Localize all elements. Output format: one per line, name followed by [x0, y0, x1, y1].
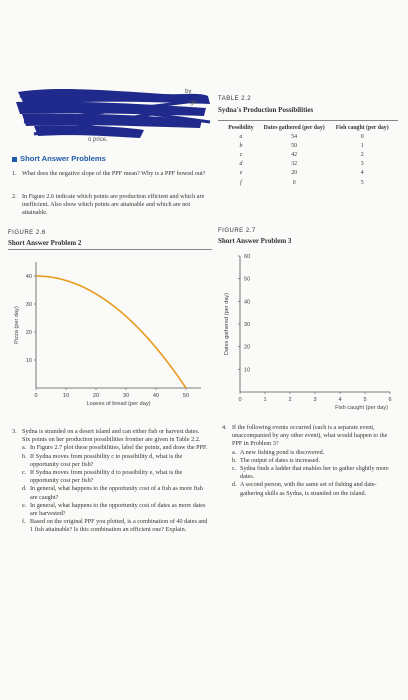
x-tick-label: 20	[92, 393, 100, 399]
heading-square-icon	[12, 157, 17, 162]
part-text: In general, what happens to the opportunity cost of dates as more dates are harvested?	[30, 501, 206, 518]
part-text: Sydna finds a ladder that enables her to gather slightly more dates.	[240, 465, 389, 481]
table-row	[224, 150, 394, 159]
question-2	[12, 193, 210, 218]
production-table	[224, 124, 394, 187]
table-cell: 2	[360, 151, 364, 158]
part-letter: c.	[232, 465, 237, 473]
column-header: Dates gathered (per day)	[263, 125, 325, 131]
question-text: If the following events occurred (each is a separate event, unaccompanied by any other event), what would happen to the PPF in Problem 3?	[232, 424, 388, 448]
y-tick-label: 10	[244, 367, 251, 374]
x-tick-label: 3	[313, 397, 317, 403]
part-letter: a.	[22, 444, 27, 452]
part-letter: a.	[232, 448, 237, 456]
question-text: Sydna is stranded on a desert island and can either fish or harvest dates. Six points on her production possibilities frontier are given in Table 2.2.	[22, 428, 201, 444]
question-part	[232, 481, 398, 497]
table-cell: d	[239, 161, 243, 168]
question-number: 4.	[222, 424, 227, 431]
x-tick-label: 0	[34, 393, 38, 399]
part-text: The output of dates is increased.	[240, 456, 321, 464]
column-header: Fish caught (per day)	[335, 125, 389, 131]
question-part	[22, 502, 208, 518]
table-row	[224, 169, 394, 178]
part-text: A new fishing pond is discovered.	[240, 448, 325, 456]
question-part	[232, 457, 398, 465]
table-cell: 4	[360, 170, 364, 177]
table-cell: 0	[360, 133, 364, 140]
x-tick-label: 40	[152, 393, 160, 399]
part-text: Based on the original PPF you plotted, is a combination of 40 dates and 1 fish attainable? Is this combination an efficient one? Explain.	[30, 518, 208, 534]
table-row	[224, 132, 394, 141]
table-cell: 1	[360, 142, 364, 149]
table-cell: a	[239, 133, 243, 140]
y-tick-label: 10	[25, 358, 32, 364]
y-axis-label: Dates gathered (per day)	[224, 292, 230, 356]
x-tick-label: 4	[338, 397, 342, 403]
part-text: A second person, with the same set of fishing and date-gathering skills as Sydna, is stranded on the island.	[240, 481, 377, 497]
x-tick-label: 30	[122, 393, 130, 399]
column-header: Possibility	[228, 125, 254, 131]
question-text: What does the negative slope of the PPF mean? Why is a PPF bowed out?	[22, 170, 206, 177]
question-part	[232, 449, 398, 457]
table-2-2	[218, 96, 398, 186]
question-part	[22, 453, 208, 469]
figure-title: Short Answer Problem 3	[218, 237, 292, 245]
question-part	[22, 444, 208, 452]
ink-scribble	[14, 82, 212, 146]
y-tick-label: 20	[244, 344, 251, 351]
part-text: In general, what happens to the opportunity cost of a fish as more fish are caught?	[30, 485, 203, 501]
y-tick-label: 40	[244, 299, 251, 306]
ppf-curve	[36, 276, 186, 388]
part-letter: c.	[22, 469, 27, 477]
y-tick-label: 40	[25, 274, 32, 280]
question-part	[22, 469, 208, 485]
snippet-ge: ge.	[190, 100, 199, 106]
table-cell: 32	[291, 161, 298, 168]
figure-2-6	[8, 230, 212, 416]
table-cell: 54	[291, 133, 298, 140]
figure-title: Short Answer Problem 2	[8, 239, 82, 247]
table-label: TABLE 2.2	[218, 96, 252, 102]
part-letter: b.	[232, 456, 237, 464]
table-cell: 3	[360, 161, 364, 168]
question-part	[232, 465, 398, 481]
table-cell: b	[239, 142, 243, 149]
x-tick-label: 50	[182, 393, 190, 399]
snippet-by: by	[185, 89, 192, 95]
table-row	[224, 160, 394, 169]
table-cell: 20	[291, 170, 298, 177]
x-tick-label: 10	[62, 393, 70, 399]
x-tick-label: 1	[263, 397, 267, 403]
table-title: Sydna's Production Possibilities	[218, 106, 314, 114]
question-number: 2.	[12, 193, 17, 200]
table-row	[224, 141, 394, 150]
table-cell: e	[239, 170, 243, 177]
y-tick-label: 20	[25, 330, 32, 336]
question-text: In Figure 2.6 indicate which points are production efficient and which are inefficient. Also show which points are attainable and which are not attainable.	[22, 193, 205, 217]
figure-label: FIGURE 2.7	[218, 228, 256, 234]
x-axis-label: Fish caught (per day)	[335, 405, 388, 411]
question-part	[22, 485, 208, 501]
part-letter: d.	[232, 481, 237, 489]
x-tick-label: 5	[363, 397, 367, 403]
part-letter: d.	[22, 485, 27, 493]
figure-label: FIGURE 2.6	[8, 230, 46, 236]
table-cell: 50	[291, 142, 298, 149]
part-letter: f.	[22, 518, 26, 526]
snippet-price: o price.	[88, 137, 108, 143]
divider	[8, 249, 212, 250]
y-tick-label: 60	[244, 254, 251, 260]
y-axis-label: Pizza (per day)	[14, 306, 20, 344]
part-text: If Sydna moves from possibility d to possibility e, what is the opportunity cost per fish?	[30, 469, 183, 485]
x-tick-label: 2	[288, 397, 292, 403]
question-number: 1.	[12, 170, 17, 177]
x-axis-label: Loaves of bread (per day)	[86, 401, 151, 407]
section-heading	[12, 154, 106, 163]
question-number: 3.	[12, 428, 17, 435]
part-text: In Figure 2.7 plot these possibilities, label the points, and draw the PPF.	[30, 444, 208, 452]
table-cell: 0	[292, 179, 296, 186]
y-tick-label: 30	[244, 322, 251, 328]
table-cell: f	[240, 179, 242, 186]
question-part	[22, 518, 208, 534]
question-3	[12, 428, 208, 535]
divider	[218, 120, 398, 121]
x-tick-label: 6	[388, 397, 392, 403]
figure-2-7	[218, 228, 400, 412]
table-cell: c	[239, 151, 243, 158]
question-4	[222, 424, 398, 498]
question-1	[12, 170, 210, 178]
part-letter: b.	[22, 452, 27, 460]
table-cell: 5	[360, 179, 364, 186]
table-row	[224, 178, 394, 187]
blank-plot-chart	[218, 246, 400, 412]
ppf-chart	[8, 252, 212, 418]
x-tick-label: 0	[238, 397, 242, 403]
heading-text: Short Answer Problems	[20, 154, 106, 163]
part-letter: e.	[22, 501, 27, 509]
table-cell: 42	[291, 151, 298, 158]
part-text: If Sydna moves from possibility c to possibility d, what is the opportunity cost per fish?	[30, 452, 183, 468]
y-tick-label: 30	[25, 302, 32, 308]
y-tick-label: 50	[244, 276, 251, 283]
